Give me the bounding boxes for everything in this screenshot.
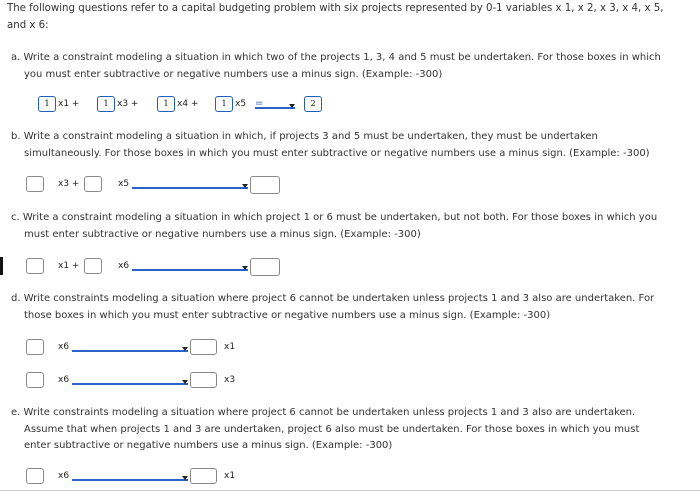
question-b-text-2: simultaneously. For those boxes in which you must enter subtractive or negative numbers use a minus sign. (Example: -300) [24,148,650,159]
d-row2-coef-2-input[interactable] [190,372,217,388]
chevron-down-icon [182,380,188,384]
b-var-2: x5 [118,179,130,189]
d-row2-relation-select[interactable] [72,376,188,385]
b-var-1: x3 + [58,179,80,189]
question-e-text-3: enter subtractive or negative numbers use a minus sign. (Example: -300) [24,440,393,451]
chevron-down-icon [242,266,248,270]
a-var-2: x3 + [117,99,139,109]
intro-line-2: and x 6: [7,20,49,31]
chevron-down-icon [182,476,188,480]
d-row1-var-right: x1 [224,342,236,352]
e-row1-var-right: x1 [224,471,236,481]
question-a-text-2: you must enter subtractive or negative numbers use a minus sign. (Example: -300) [24,69,443,80]
chevron-down-icon [182,347,188,351]
d-row1-coef-2-input[interactable] [190,339,217,355]
e-row1-coef-2-input[interactable] [190,468,217,484]
b-relation-select[interactable] [132,180,248,189]
question-b-text: b. Write a constraint modeling a situation in which, if projects 3 and 5 must be undertaken, they must be undertaken [11,131,598,142]
c-var-2: x6 [118,261,130,271]
c-coef-2-input[interactable] [84,258,102,274]
e-row1-coef-1-input[interactable] [26,468,44,484]
a-coef-1-input[interactable]: 1 [38,96,56,112]
a-coef-4-input[interactable]: 1 [215,96,233,112]
question-d-text: d. Write constraints modeling a situation where project 6 cannot be undertaken unless projects 1 and 3 also are undertaken. For [11,293,655,304]
question-d-text-2: those boxes in which you must enter subtractive or negative numbers use a minus sign. (Example: -300) [24,310,551,321]
chevron-down-icon [289,104,295,108]
c-var-1: x1 + [58,261,80,271]
b-coef-2-input[interactable] [84,176,102,192]
question-c-text-2: must enter subtractive or negative numbers use a minus sign. (Example: -300) [24,229,421,240]
a-coef-3-input[interactable]: 1 [157,96,175,112]
a-var-3: x4 + [177,99,199,109]
question-a-text: a. Write a constraint modeling a situation in which two of the projects 1, 3, 4 and 5 must be undertaken. For those boxes in which [11,52,661,63]
d-row2-var-left: x6 [58,375,70,385]
d-row1-var-left: x6 [58,342,70,352]
a-coef-2-input[interactable]: 1 [97,96,115,112]
d-row1-coef-1-input[interactable] [26,339,44,355]
a-relation-value: = [255,98,264,109]
question-e-text-2: Assume that when projects 1 and 3 are undertaken, project 6 also must be undertaken. For those boxes in which you must [24,424,640,435]
a-var-1: x1 + [58,99,80,109]
c-relation-select[interactable] [132,262,248,271]
question-c-text: c. Write a constraint modeling a situation in which project 1 or 6 must be undertaken, but not both. For those boxes in which you [11,212,658,223]
question-e-text: e. Write constraints modeling a situation where project 6 cannot be undertaken unless projects 1 and 3 also are undertaken. [11,407,636,418]
b-rhs-input[interactable] [250,176,280,194]
e-row1-relation-select[interactable] [72,472,188,481]
row-marker [0,257,3,275]
d-row2-coef-1-input[interactable] [26,372,44,388]
c-rhs-input[interactable] [250,258,280,276]
a-rhs-input[interactable]: 2 [304,96,322,112]
a-var-4: x5 [235,99,247,109]
d-row2-var-right: x3 [224,375,236,385]
b-coef-1-input[interactable] [26,176,44,192]
a-relation-select[interactable] [255,100,295,109]
chevron-down-icon [242,184,248,188]
page-bottom-divider [0,490,700,491]
e-row1-var-left: x6 [58,471,70,481]
intro-line-1: The following questions refer to a capital budgeting problem with six projects represented by 0-1 variables x 1, x 2, x 3, x 4, x 5, [7,3,664,14]
c-coef-1-input[interactable] [26,258,44,274]
d-row1-relation-select[interactable] [72,343,188,352]
